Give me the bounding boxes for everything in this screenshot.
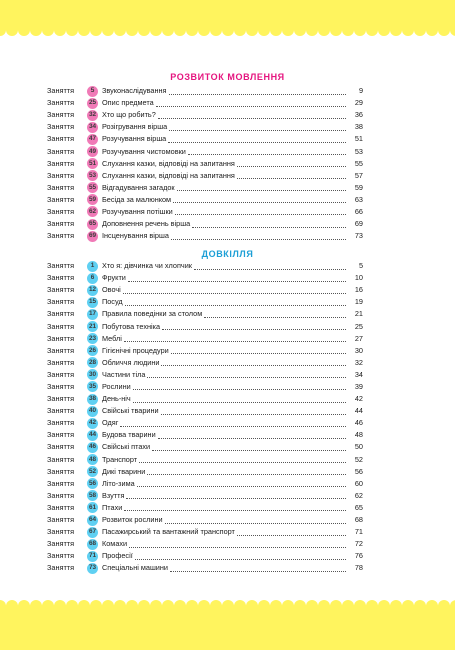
page-number: 32 bbox=[354, 357, 363, 367]
lesson-number-badge: 25 bbox=[87, 98, 98, 109]
scallop bbox=[330, 29, 342, 36]
lesson-label: Заняття bbox=[47, 527, 75, 537]
page-number: 78 bbox=[354, 563, 363, 573]
toc-entry bbox=[47, 441, 363, 453]
lesson-number-badge: 48 bbox=[87, 454, 98, 465]
dot-leader bbox=[188, 146, 346, 155]
lesson-number-badge: 23 bbox=[87, 333, 98, 344]
dot-leader bbox=[175, 206, 346, 215]
scallop bbox=[102, 29, 114, 36]
dot-leader bbox=[171, 345, 346, 354]
lesson-label: Заняття bbox=[47, 206, 75, 216]
dot-leader bbox=[124, 333, 346, 342]
lesson-title: Пасажирський та вантажний транспорт bbox=[102, 527, 235, 537]
lesson-title: Меблі bbox=[102, 333, 122, 343]
scallop bbox=[354, 29, 366, 36]
lesson-label: Заняття bbox=[47, 454, 75, 464]
dot-leader bbox=[125, 297, 346, 306]
lesson-label: Заняття bbox=[47, 418, 75, 428]
lesson-title: Спеціальні машини bbox=[102, 563, 168, 573]
page-number: 34 bbox=[354, 369, 363, 379]
scallop bbox=[390, 29, 402, 36]
section-title-environment: ДОВКІЛЛЯ bbox=[201, 249, 254, 259]
lesson-label: Заняття bbox=[47, 261, 75, 271]
scallop bbox=[366, 29, 378, 36]
scallop bbox=[282, 29, 294, 36]
dot-leader bbox=[126, 490, 346, 499]
page-number: 63 bbox=[354, 194, 363, 204]
lesson-title: Побутова техніка bbox=[102, 321, 161, 331]
lesson-label: Заняття bbox=[47, 122, 75, 132]
scallop bbox=[0, 29, 6, 36]
lesson-title: Частини тіла bbox=[102, 369, 146, 379]
lesson-title: Дикі тварини bbox=[102, 466, 146, 476]
page-number: 66 bbox=[354, 206, 363, 216]
lesson-label: Заняття bbox=[47, 333, 75, 343]
lesson-title: Свійські птахи bbox=[102, 442, 151, 452]
toc-entry bbox=[47, 97, 363, 109]
dot-leader bbox=[158, 430, 346, 439]
page-number: 65 bbox=[354, 502, 363, 512]
toc-entry bbox=[47, 145, 363, 157]
dot-leader bbox=[165, 515, 346, 524]
lesson-number-badge: 12 bbox=[87, 285, 98, 296]
page-number: 21 bbox=[354, 309, 363, 319]
lesson-label: Заняття bbox=[47, 158, 75, 168]
lesson-title: Інсценування вірша bbox=[102, 231, 169, 241]
lesson-title: Розігрування вірша bbox=[102, 122, 168, 132]
lesson-number-badge: 61 bbox=[87, 502, 98, 513]
page-number: 56 bbox=[354, 466, 363, 476]
toc-entry bbox=[47, 393, 363, 405]
page-number: 16 bbox=[354, 285, 363, 295]
lesson-title: Хто що робить? bbox=[102, 110, 156, 120]
lesson-number-badge: 46 bbox=[87, 442, 98, 453]
lesson-label: Заняття bbox=[47, 309, 75, 319]
page-number: 5 bbox=[358, 261, 363, 271]
scallop bbox=[114, 29, 126, 36]
lesson-number-badge: 21 bbox=[87, 321, 98, 332]
lesson-number-badge: 49 bbox=[87, 146, 98, 157]
scallop bbox=[126, 29, 138, 36]
page-number: 59 bbox=[354, 182, 363, 192]
page-number: 53 bbox=[354, 146, 363, 156]
lesson-title: Транспорт bbox=[102, 454, 138, 464]
dot-leader bbox=[139, 454, 346, 463]
dot-leader bbox=[133, 381, 346, 390]
page-number: 60 bbox=[354, 478, 363, 488]
lesson-label: Заняття bbox=[47, 285, 75, 295]
toc-entry bbox=[47, 308, 363, 320]
scallop bbox=[450, 29, 455, 36]
dot-leader bbox=[135, 551, 346, 560]
lesson-label: Заняття bbox=[47, 134, 75, 144]
dot-leader bbox=[170, 563, 346, 572]
lesson-title: Розучування чистомовки bbox=[102, 146, 186, 156]
scallop bbox=[162, 29, 174, 36]
lesson-number-badge: 38 bbox=[87, 394, 98, 405]
lesson-title: Хто я: дівчинка чи хлопчик bbox=[102, 261, 192, 271]
scallop bbox=[246, 29, 258, 36]
lesson-title: Розучування вірша bbox=[102, 134, 167, 144]
dot-leader bbox=[169, 122, 346, 131]
toc-entry bbox=[47, 502, 363, 514]
lesson-label: Заняття bbox=[47, 394, 75, 404]
lesson-label: Заняття bbox=[47, 381, 75, 391]
page-number: 46 bbox=[354, 418, 363, 428]
lesson-title: Доповнення речень вірша bbox=[102, 219, 191, 229]
lesson-label: Заняття bbox=[47, 490, 75, 500]
dot-leader bbox=[147, 369, 346, 378]
lesson-title: Гігієнічні процедури bbox=[102, 345, 169, 355]
page-number: 68 bbox=[354, 515, 363, 525]
lesson-title: Комахи bbox=[102, 539, 128, 549]
toc-entry bbox=[47, 230, 363, 242]
lesson-title: Звуконаслідування bbox=[102, 86, 167, 96]
dot-leader bbox=[120, 418, 346, 427]
scallop bbox=[66, 29, 78, 36]
lesson-title: Професії bbox=[102, 551, 133, 561]
lesson-label: Заняття bbox=[47, 406, 75, 416]
lesson-title: Розвиток рослини bbox=[102, 515, 163, 525]
lesson-number-badge: 58 bbox=[87, 490, 98, 501]
dot-leader bbox=[152, 442, 346, 451]
lesson-label: Заняття bbox=[47, 345, 75, 355]
dot-leader bbox=[137, 478, 346, 487]
page-number: 36 bbox=[354, 110, 363, 120]
scallop bbox=[138, 29, 150, 36]
section-title-speech-development: РОЗВИТОК МОВЛЕННЯ bbox=[170, 72, 285, 82]
page-number: 44 bbox=[354, 406, 363, 416]
scallop bbox=[42, 29, 54, 36]
toc-entry bbox=[47, 526, 363, 538]
toc-entry bbox=[47, 381, 363, 393]
toc-entry bbox=[47, 454, 363, 466]
lesson-number-badge: 5 bbox=[87, 86, 98, 97]
page-number: 72 bbox=[354, 539, 363, 549]
dot-leader bbox=[169, 86, 347, 95]
page-number: 42 bbox=[354, 394, 363, 404]
dot-leader bbox=[168, 134, 346, 143]
toc-entry bbox=[47, 333, 363, 345]
dot-leader bbox=[133, 394, 346, 403]
toc-entry bbox=[47, 109, 363, 121]
lesson-title: Слухання казки, відповіді на запитання bbox=[102, 170, 235, 180]
lesson-title: Бесіда за малюнком bbox=[102, 194, 172, 204]
scallop bbox=[198, 29, 210, 36]
dot-leader bbox=[156, 98, 346, 107]
page-number: 29 bbox=[354, 98, 363, 108]
scallop bbox=[342, 29, 354, 36]
dot-leader bbox=[192, 219, 346, 228]
lesson-number-badge: 62 bbox=[87, 206, 98, 217]
lesson-label: Заняття bbox=[47, 369, 75, 379]
toc-entry bbox=[47, 562, 363, 574]
lesson-label: Заняття bbox=[47, 442, 75, 452]
lesson-label: Заняття bbox=[47, 231, 75, 241]
lesson-number-badge: 52 bbox=[87, 466, 98, 477]
lesson-label: Заняття bbox=[47, 98, 75, 108]
scallop bbox=[294, 29, 306, 36]
page-number: 55 bbox=[354, 158, 363, 168]
dot-leader bbox=[204, 309, 346, 318]
lesson-number-badge: 15 bbox=[87, 297, 98, 308]
lesson-number-badge: 6 bbox=[87, 273, 98, 284]
lesson-number-badge: 59 bbox=[87, 194, 98, 205]
dot-leader bbox=[173, 194, 346, 203]
dot-leader bbox=[194, 261, 346, 270]
dot-leader bbox=[171, 231, 346, 240]
toc-entry bbox=[47, 478, 363, 490]
dot-leader bbox=[237, 158, 346, 167]
toc-entry bbox=[47, 284, 363, 296]
lesson-number-badge: 71 bbox=[87, 551, 98, 562]
toc-entry bbox=[47, 133, 363, 145]
lesson-label: Заняття bbox=[47, 515, 75, 525]
lesson-number-badge: 65 bbox=[87, 219, 98, 230]
lesson-label: Заняття bbox=[47, 357, 75, 367]
lesson-label: Заняття bbox=[47, 110, 75, 120]
lesson-title: Слухання казки, відповіді на запитання bbox=[102, 158, 235, 168]
lesson-number-badge: 47 bbox=[87, 134, 98, 145]
lesson-label: Заняття bbox=[47, 430, 75, 440]
dot-leader bbox=[161, 357, 346, 366]
toc-entry bbox=[47, 85, 363, 97]
toc-entry bbox=[47, 158, 363, 170]
toc-entry bbox=[47, 296, 363, 308]
dot-leader bbox=[161, 406, 346, 415]
page-number: 30 bbox=[354, 345, 363, 355]
lesson-label: Заняття bbox=[47, 551, 75, 561]
lesson-title: Правила поведінки за столом bbox=[102, 309, 203, 319]
dot-leader bbox=[162, 321, 346, 330]
toc-entry bbox=[47, 194, 363, 206]
toc-entry bbox=[47, 206, 363, 218]
toc-entry bbox=[47, 369, 363, 381]
dot-leader bbox=[177, 182, 346, 191]
toc-entry bbox=[47, 320, 363, 332]
lesson-title: Овочі bbox=[102, 285, 121, 295]
lesson-title: Посуд bbox=[102, 297, 123, 307]
toc-entry bbox=[47, 272, 363, 284]
lesson-number-badge: 68 bbox=[87, 539, 98, 550]
page-number: 69 bbox=[354, 219, 363, 229]
lesson-label: Заняття bbox=[47, 297, 75, 307]
scallop bbox=[222, 29, 234, 36]
toc-entry bbox=[47, 260, 363, 272]
lesson-number-badge: 28 bbox=[87, 357, 98, 368]
dot-leader bbox=[237, 527, 346, 536]
toc-entry bbox=[47, 218, 363, 230]
lesson-number-badge: 34 bbox=[87, 122, 98, 133]
lesson-number-badge: 51 bbox=[87, 158, 98, 169]
scallop bbox=[174, 29, 186, 36]
lesson-number-badge: 64 bbox=[87, 515, 98, 526]
page-number: 76 bbox=[354, 551, 363, 561]
lesson-label: Заняття bbox=[47, 86, 75, 96]
bottom-decorative-band bbox=[0, 606, 455, 650]
scallop bbox=[90, 29, 102, 36]
lesson-title: Взуття bbox=[102, 490, 125, 500]
page-number: 39 bbox=[354, 381, 363, 391]
lesson-number-badge: 30 bbox=[87, 369, 98, 380]
scallop bbox=[258, 29, 270, 36]
scallop bbox=[150, 29, 162, 36]
scallop bbox=[318, 29, 330, 36]
lesson-label: Заняття bbox=[47, 170, 75, 180]
lesson-label: Заняття bbox=[47, 321, 75, 331]
lesson-title: Рослини bbox=[102, 381, 131, 391]
lesson-title: Відгадування загадок bbox=[102, 182, 175, 192]
toc-entry bbox=[47, 170, 363, 182]
page-number: 25 bbox=[354, 321, 363, 331]
scallop bbox=[414, 29, 426, 36]
page-number: 27 bbox=[354, 333, 363, 343]
page-number: 10 bbox=[354, 273, 363, 283]
lesson-label: Заняття bbox=[47, 539, 75, 549]
page-number: 51 bbox=[354, 134, 363, 144]
lesson-label: Заняття bbox=[47, 194, 75, 204]
lesson-number-badge: 35 bbox=[87, 381, 98, 392]
lesson-label: Заняття bbox=[47, 478, 75, 488]
lesson-number-badge: 42 bbox=[87, 418, 98, 429]
page-number: 62 bbox=[354, 490, 363, 500]
toc-entry bbox=[47, 182, 363, 194]
dot-leader bbox=[129, 539, 346, 548]
scallop bbox=[78, 29, 90, 36]
lesson-number-badge: 53 bbox=[87, 170, 98, 181]
lesson-number-badge: 44 bbox=[87, 430, 98, 441]
page-number: 73 bbox=[354, 231, 363, 241]
scallop bbox=[6, 29, 18, 36]
lesson-number-badge: 69 bbox=[87, 231, 98, 242]
lesson-title: Розучування потішки bbox=[102, 206, 173, 216]
lesson-title: Фрукти bbox=[102, 273, 126, 283]
toc-entry bbox=[47, 429, 363, 441]
toc-entry bbox=[47, 121, 363, 133]
toc-entry bbox=[47, 538, 363, 550]
lesson-number-badge: 17 bbox=[87, 309, 98, 320]
top-scallop-border bbox=[0, 29, 455, 41]
lesson-title: Одяг bbox=[102, 418, 119, 428]
dot-leader bbox=[124, 502, 346, 511]
lesson-label: Заняття bbox=[47, 182, 75, 192]
toc-entry bbox=[47, 345, 363, 357]
scallop bbox=[306, 29, 318, 36]
page-number: 57 bbox=[354, 170, 363, 180]
toc-entry bbox=[47, 405, 363, 417]
scallop bbox=[378, 29, 390, 36]
lesson-title: Опис предмета bbox=[102, 98, 154, 108]
scallop bbox=[402, 29, 414, 36]
lesson-title: Обличчя людини bbox=[102, 357, 160, 367]
lesson-number-badge: 26 bbox=[87, 345, 98, 356]
scallop bbox=[30, 29, 42, 36]
lesson-number-badge: 67 bbox=[87, 527, 98, 538]
lesson-label: Заняття bbox=[47, 502, 75, 512]
lesson-label: Заняття bbox=[47, 219, 75, 229]
toc-entry bbox=[47, 514, 363, 526]
dot-leader bbox=[123, 285, 346, 294]
lesson-number-badge: 32 bbox=[87, 110, 98, 121]
lesson-label: Заняття bbox=[47, 146, 75, 156]
scallop bbox=[210, 29, 222, 36]
lesson-number-badge: 56 bbox=[87, 478, 98, 489]
page-number: 9 bbox=[358, 86, 363, 96]
lesson-number-badge: 40 bbox=[87, 406, 98, 417]
scallop bbox=[270, 29, 282, 36]
scallop bbox=[186, 29, 198, 36]
lesson-title: День-ніч bbox=[102, 394, 131, 404]
page-number: 38 bbox=[354, 122, 363, 132]
scallop bbox=[18, 29, 30, 36]
top-decorative-band bbox=[0, 0, 455, 30]
page-number: 71 bbox=[354, 527, 363, 537]
dot-leader bbox=[128, 273, 346, 282]
page-number: 19 bbox=[354, 297, 363, 307]
lesson-label: Заняття bbox=[47, 466, 75, 476]
toc-entry bbox=[47, 550, 363, 562]
page-number: 50 bbox=[354, 442, 363, 452]
lesson-number-badge: 55 bbox=[87, 182, 98, 193]
dot-leader bbox=[158, 110, 346, 119]
toc-list-speech-development bbox=[47, 85, 363, 242]
toc-entry bbox=[47, 357, 363, 369]
page-number: 48 bbox=[354, 430, 363, 440]
lesson-title: Будова тварини bbox=[102, 430, 156, 440]
lesson-label: Заняття bbox=[47, 563, 75, 573]
scallop bbox=[234, 29, 246, 36]
lesson-title: Літо-зима bbox=[102, 478, 135, 488]
lesson-label: Заняття bbox=[47, 273, 75, 283]
lesson-number-badge: 73 bbox=[87, 563, 98, 574]
toc-entry bbox=[47, 466, 363, 478]
toc-list-environment bbox=[47, 260, 363, 574]
scallop bbox=[54, 29, 66, 36]
lesson-number-badge: 1 bbox=[87, 261, 98, 272]
lesson-title: Свійські тварини bbox=[102, 406, 159, 416]
dot-leader bbox=[237, 170, 346, 179]
dot-leader bbox=[147, 466, 346, 475]
scallop bbox=[438, 29, 450, 36]
toc-entry bbox=[47, 417, 363, 429]
page-number: 52 bbox=[354, 454, 363, 464]
toc-entry bbox=[47, 490, 363, 502]
lesson-title: Птахи bbox=[102, 502, 123, 512]
scallop bbox=[426, 29, 438, 36]
